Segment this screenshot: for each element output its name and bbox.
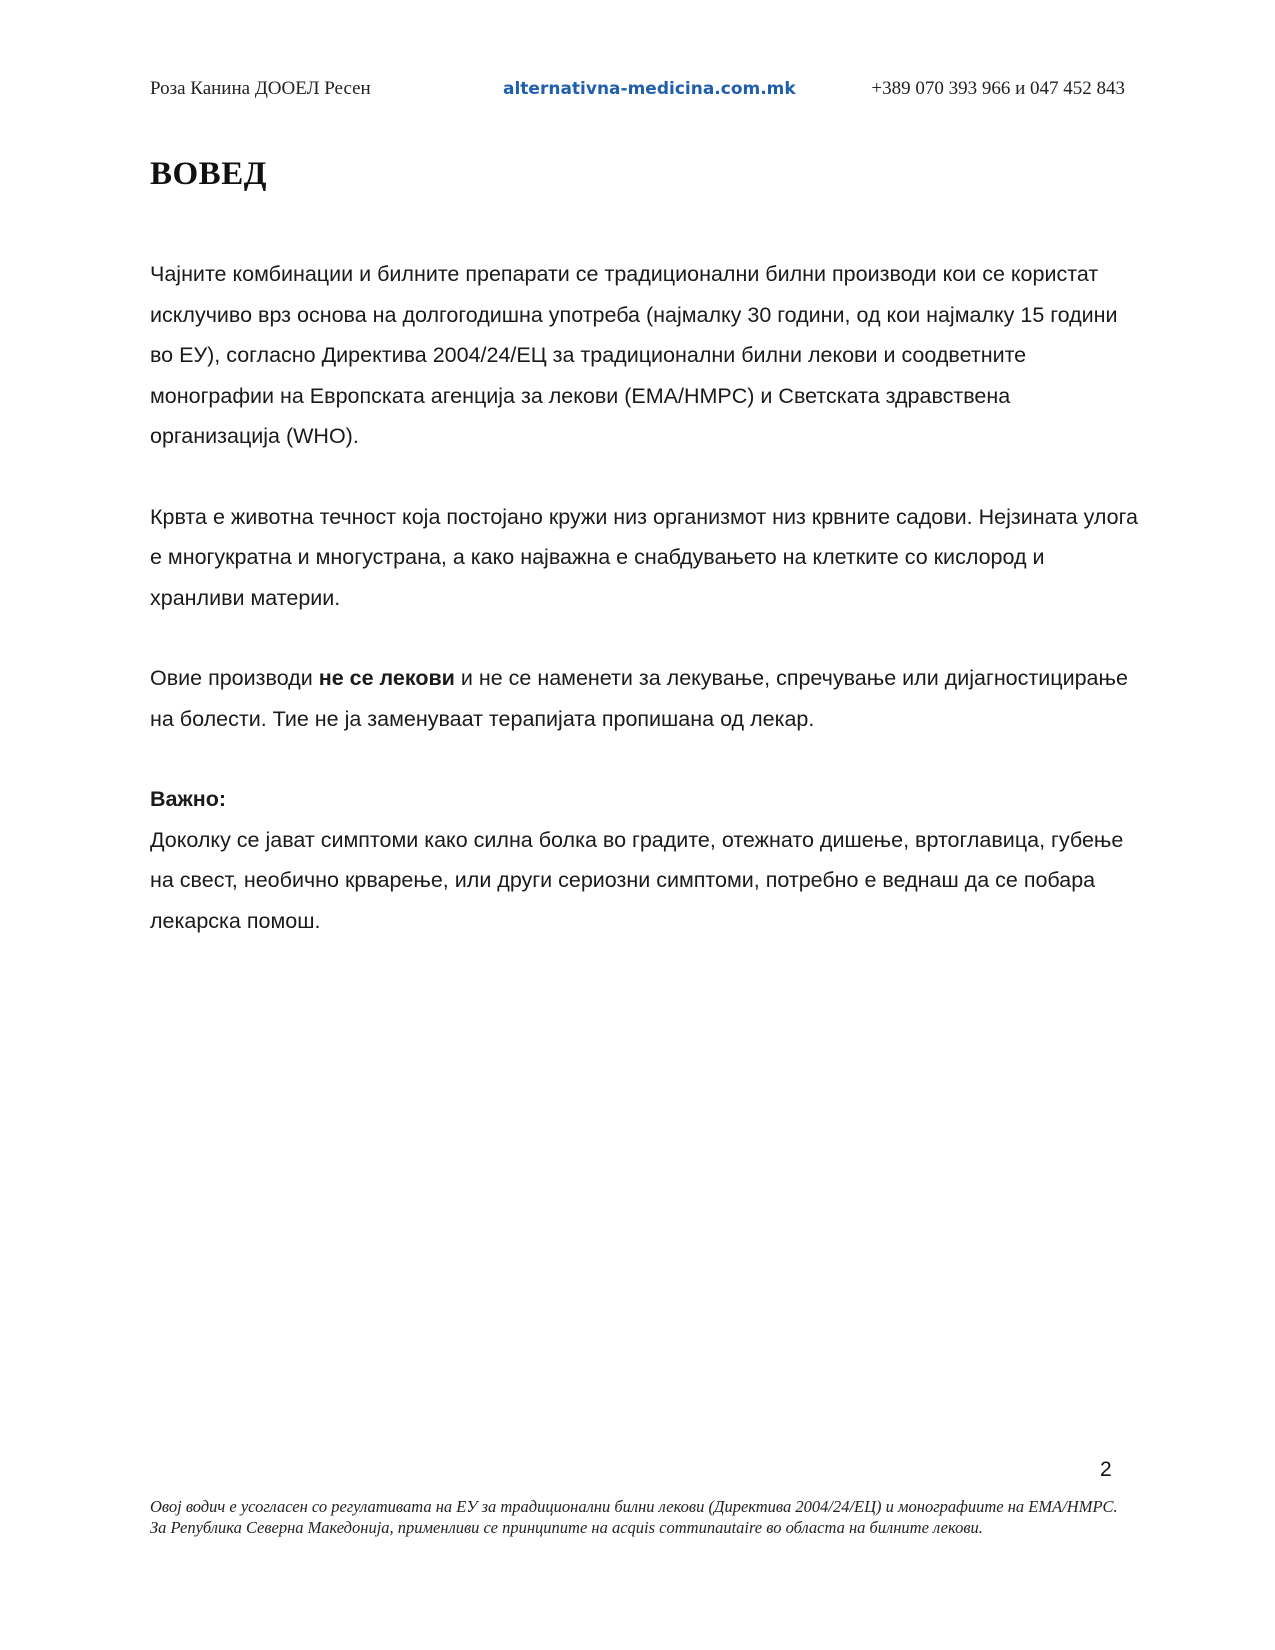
important-heading-label: Важно:	[150, 787, 227, 811]
page-number: 2	[1100, 1458, 1112, 1481]
important-paragraph: Доколку се јават симптоми како силна болка во градите, отежнато дишење, вртоглавица, губење на свест, необично крварење, или други сериозни симптоми, потребно е веднаш да се побара лекарска помош.	[150, 827, 1124, 933]
blood-paragraph: Крвта е животна течност која постојано кружи низ организмот низ крвните садови. Нејзината улога е многукратна и многустрана, а како најважна е снабдувањето на клетките со кислород и хранливи материи.	[150, 504, 1138, 610]
disclaimer-paragraph	[150, 658, 1140, 739]
page-header	[150, 78, 1125, 106]
document-body	[150, 254, 1140, 981]
website-link[interactable]: alternativna-medicina.com.mk	[503, 79, 796, 99]
intro-paragraph: Чајните комбинации и билните препарати се традиционални билни производи кои се користат исклучиво врз основа на долгогодишна употреба (најмалку 30 години, од кои најмалку 15 години во ЕУ), согласно Директива 2004/24/ЕЦ за традиционални билни лекови и соодветните монографии на Европската агенција за лекови (ЕМА/HMPC) и Светската здравствена организација (WHO).	[150, 262, 1118, 448]
company-name: Роза Канина ДООЕЛ Ресен	[150, 78, 371, 99]
page-title: ВОВЕД	[150, 156, 267, 192]
contact-phones: +389 070 393 966 и 047 452 843	[871, 78, 1125, 99]
disclaimer-text-end: и не се наменети за лекување, спречување или дијагностицирање на болести. Тие не ја заменуваат терапијата пропишана од лекар.	[150, 666, 1128, 731]
disclaimer-emphasis: не се лекови	[318, 666, 455, 690]
disclaimer-text-start: Овие производи	[150, 666, 319, 690]
footer-note: Овој водич е усогласен со регулативата на ЕУ за традиционални билни лекови (Директива 2004/24/ЕЦ) и монографиите на ЕМА/HMPC. За Република Северна Македонија, применливи се принципите на acquis communautaire во областа на билните лекови.	[150, 1497, 1118, 1537]
important-heading	[150, 779, 1140, 820]
